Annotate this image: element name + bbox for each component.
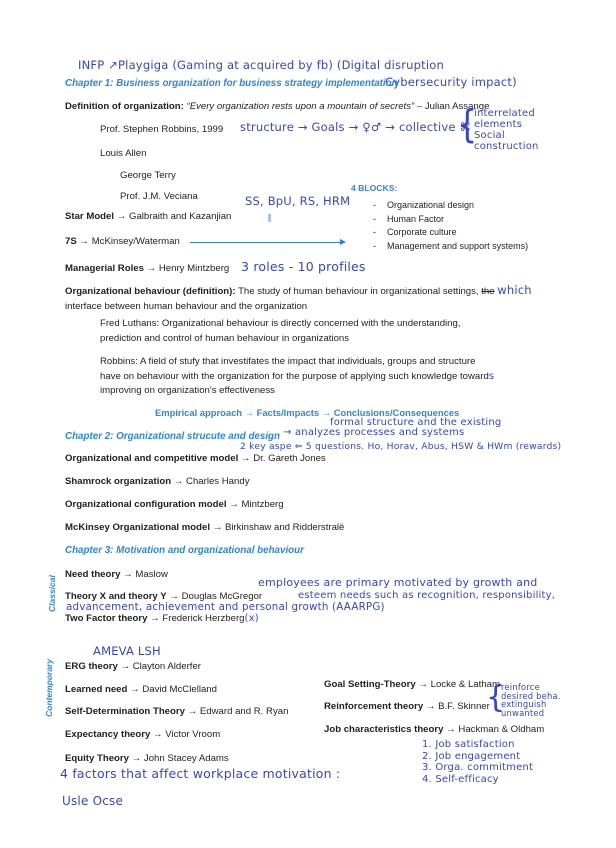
handwritten-theory-x-1: employees are primary motivated by growth and [258,576,538,589]
arrow-icon: → [150,613,160,624]
brace-note-3: Social [474,130,505,141]
arrow-icon: → [240,453,251,464]
star-model-entry [65,211,231,223]
star-model-label: Star Model [65,211,115,222]
ch2-item-label: Shamrock organization [65,476,172,487]
brace-icon: { [486,680,506,715]
brace-note-1: interrelated [474,108,535,119]
seven-s-value: McKinsey/Waterman [91,236,180,247]
definition-author: – Julian Assange [414,101,490,112]
theory-label: Self-Determination Theory [65,706,185,717]
handwritten-ch2-questions: 2 key aspe ⇐ 5 questions. Ho, Horav, Abus, HSW & HWm (rewards) [240,441,562,452]
ch2-item-value: Dr. Gareth Jones [253,453,326,464]
luthans-line-1: Fred Luthans: Organizational behaviour is directly concerned with the understanding, [100,318,461,329]
ob-label: Organizational behaviour (definition): [65,286,236,297]
brace-icon: { [457,101,478,147]
equity-theory-entry [65,753,229,765]
arrow-icon: → [153,729,163,740]
luthans-definition [100,317,461,346]
handwritten-brace-notes [474,108,539,152]
reinforce-note-1: reinforce [501,682,540,692]
arrow-icon: → [229,499,239,510]
need-theory-entry [65,569,168,581]
robbins-definition [100,355,494,399]
theory-label: Need theory [65,569,121,580]
arrow-icon: → [130,684,140,695]
ob-struck-word: the [481,286,495,297]
arrow-icon: → [425,701,436,712]
chapter-3-heading: Chapter 3: Motivation and organizational behaviour [65,545,304,556]
handwritten-top-note: INFP ↗Playgiga (Gaming at acquired by fb) (Digital disruption [78,58,444,72]
terry-entry: George Terry [120,170,176,181]
empirical-approach: Empirical approach → Facts/Impacts → Conclusions/Consequences [155,407,460,418]
sdt-entry [65,706,288,718]
classical-side-label: Classical [47,575,57,612]
ch2-item-value: Mintzberg [241,499,284,510]
connector-line [190,242,340,243]
theory-author: Edward and R. Ryan [199,706,289,717]
arrow-icon: → [120,661,131,672]
theory-label: Job characteristics theory [324,724,444,735]
block-item: - Management and support systems) [387,240,528,254]
luthans-line-2: prediction and control of human behaviour in organizations [100,332,350,344]
handwritten-s-mark: s [488,370,495,382]
contemporary-side-label: Contemporary [44,658,54,717]
handwritten-theory-x-2: esteem needs such as recognition, responsibility, [298,590,556,601]
definition-label: Definition of organization: [65,101,184,112]
two-factor-entry [65,613,259,625]
arrow-icon: → [123,569,133,580]
connector-arrow-icon [340,239,346,245]
theory-author: Douglas McGregor [181,591,263,602]
ch2-item-label: McKinsey Organizational model [65,522,211,533]
handwritten-factors: 4 factors that affect workplace motivation : [60,766,341,781]
seven-s-label: 7S [65,236,77,247]
chapter-1-heading: Chapter 1: Business organization for business strategy implementation [65,78,398,89]
managerial-roles-value: Henry Mintzberg [158,263,230,274]
reinforcement-entry [324,701,490,713]
arrow-icon: → [169,591,179,602]
blocks-title: 4 BLOCKS: [351,183,398,193]
text-cursor-mark [268,214,271,222]
erg-theory-entry [65,661,201,673]
job-list-item-3: 3. Orga. commitment [422,762,534,773]
theory-label: Goal Setting-Theory [324,679,416,690]
arrow-icon: → [187,706,198,717]
robbins-def-line-3: improving on organization's effectiveness [100,385,275,397]
ob-text-line-2: interface between human behaviour and the organization [65,301,308,312]
handwritten-ch2-note: → analyzes processes and systems [283,427,465,438]
goal-setting-entry [324,679,500,691]
arrow-icon: → [173,476,184,487]
brace-note-4: construction [474,141,539,152]
robbins-entry: Prof. Stephen Robbins, 1999 [100,124,224,135]
arrow-icon: → [116,211,127,222]
definition-quote: “Every organization rests upon a mountain of secrets” [186,101,415,112]
ch2-item-value: Charles Handy [186,476,250,487]
handwritten-roles-note: 3 roles - 10 profiles [241,259,366,274]
reinforce-note-3: extinguish [501,699,547,709]
theory-label: Reinforcement theory [324,701,424,712]
block-item: - Human Factor [387,213,528,227]
job-list-item-4: 4. Self-efficacy [422,773,499,785]
ch2-item-1 [65,453,326,465]
handwritten-ch2-above: formal structure and the existing [330,417,502,428]
allen-entry: Louis Allen [100,148,147,159]
theory-label: ERG theory [65,661,118,672]
reinforce-note-4: unwanted [501,707,545,718]
handwritten-ameva: AMEVA LSH [93,644,161,658]
theory-author: B.F. Skinner [438,701,490,712]
arrow-icon: → [446,724,456,735]
managerial-roles-label: Managerial Roles [65,263,144,274]
handwritten-which: which [497,283,532,297]
robbins-def-line-2: have on behaviour with the organization for the purpose of applying such knowledge toward [100,370,489,382]
ch2-item-2 [65,476,250,488]
arrow-icon: → [212,522,223,533]
ch2-item-4 [65,522,344,534]
job-list-item-2: 2. Job engagement [422,750,521,762]
theory-label: Two Factor theory [65,613,148,624]
robbins-def-line-1: Robbins: A field of stufy that investifates the impact that individuals, groups and structure [100,356,476,367]
handwritten-reinforce-notes [501,683,561,717]
theory-author: Clayton Alderfer [132,661,201,672]
managerial-roles-entry [65,263,229,275]
arrow-icon: → [131,753,142,764]
handwritten-cybersecurity-note: Cybersecurity impact) [385,75,517,89]
handwritten-x-mark: (x) [244,613,259,624]
ch2-item-label: Organizational configuration model [65,499,227,510]
theory-author: Frederick Herzberg [162,613,245,624]
theory-label: Expectancy theory [65,729,151,740]
arrow-icon: → [418,679,428,690]
job-list-item-1: 1. Job satisfaction [422,739,515,750]
blocks-list [372,199,528,253]
block-item: - Organizational design [387,199,528,213]
ch2-item-value: Birkinshaw and Ridderstralë [224,522,345,533]
chapter-2-heading: Chapter 2: Organizational strucute and design [65,431,281,442]
theory-author: Maslow [135,569,168,580]
block-item: - Corporate culture [387,226,528,240]
theory-author: John Stacey Adams [143,753,229,764]
theory-author: Locke & Latham [430,679,500,690]
seven-s-entry [65,236,180,248]
theory-label: Equity Theory [65,753,129,764]
brace-note-2: elements [474,119,523,130]
expectancy-entry [65,729,220,741]
handwritten-job-list [422,739,533,785]
veciana-entry: Prof. J.M. Veciana [120,191,198,202]
arrow-icon: → [79,236,90,247]
theory-author: David McClelland [142,684,217,695]
ob-definition [65,283,532,314]
reinforce-note-2: desired beha. [501,690,561,701]
job-characteristics-entry [324,724,544,736]
handwritten-star-note: SS, BpU, RS, HRM [245,194,351,208]
arrow-icon: → [146,263,157,274]
ob-text: The study of human behaviour in organizational settings, [238,286,479,297]
definition-of-organization [65,101,489,113]
theory-author: Victor Vroom [165,729,221,740]
handwritten-usle: Usle Ocse [62,794,124,808]
ch2-item-label: Organizational and competitive model [65,453,239,464]
theory-author: Hackman & Oldham [458,724,545,735]
theory-label: Theory X and theory Y [65,591,167,602]
learned-need-entry [65,684,217,696]
handwritten-structure-chain: structure → Goals → ♀♂ → collective ⌘ [240,120,472,134]
star-model-value: Galbraith and Kazanjian [128,211,232,222]
theory-label: Learned need [65,684,128,695]
handwritten-theory-x-3: advancement, achievement and personal growth (AAARPG) [66,601,385,613]
ch2-item-3 [65,499,284,511]
